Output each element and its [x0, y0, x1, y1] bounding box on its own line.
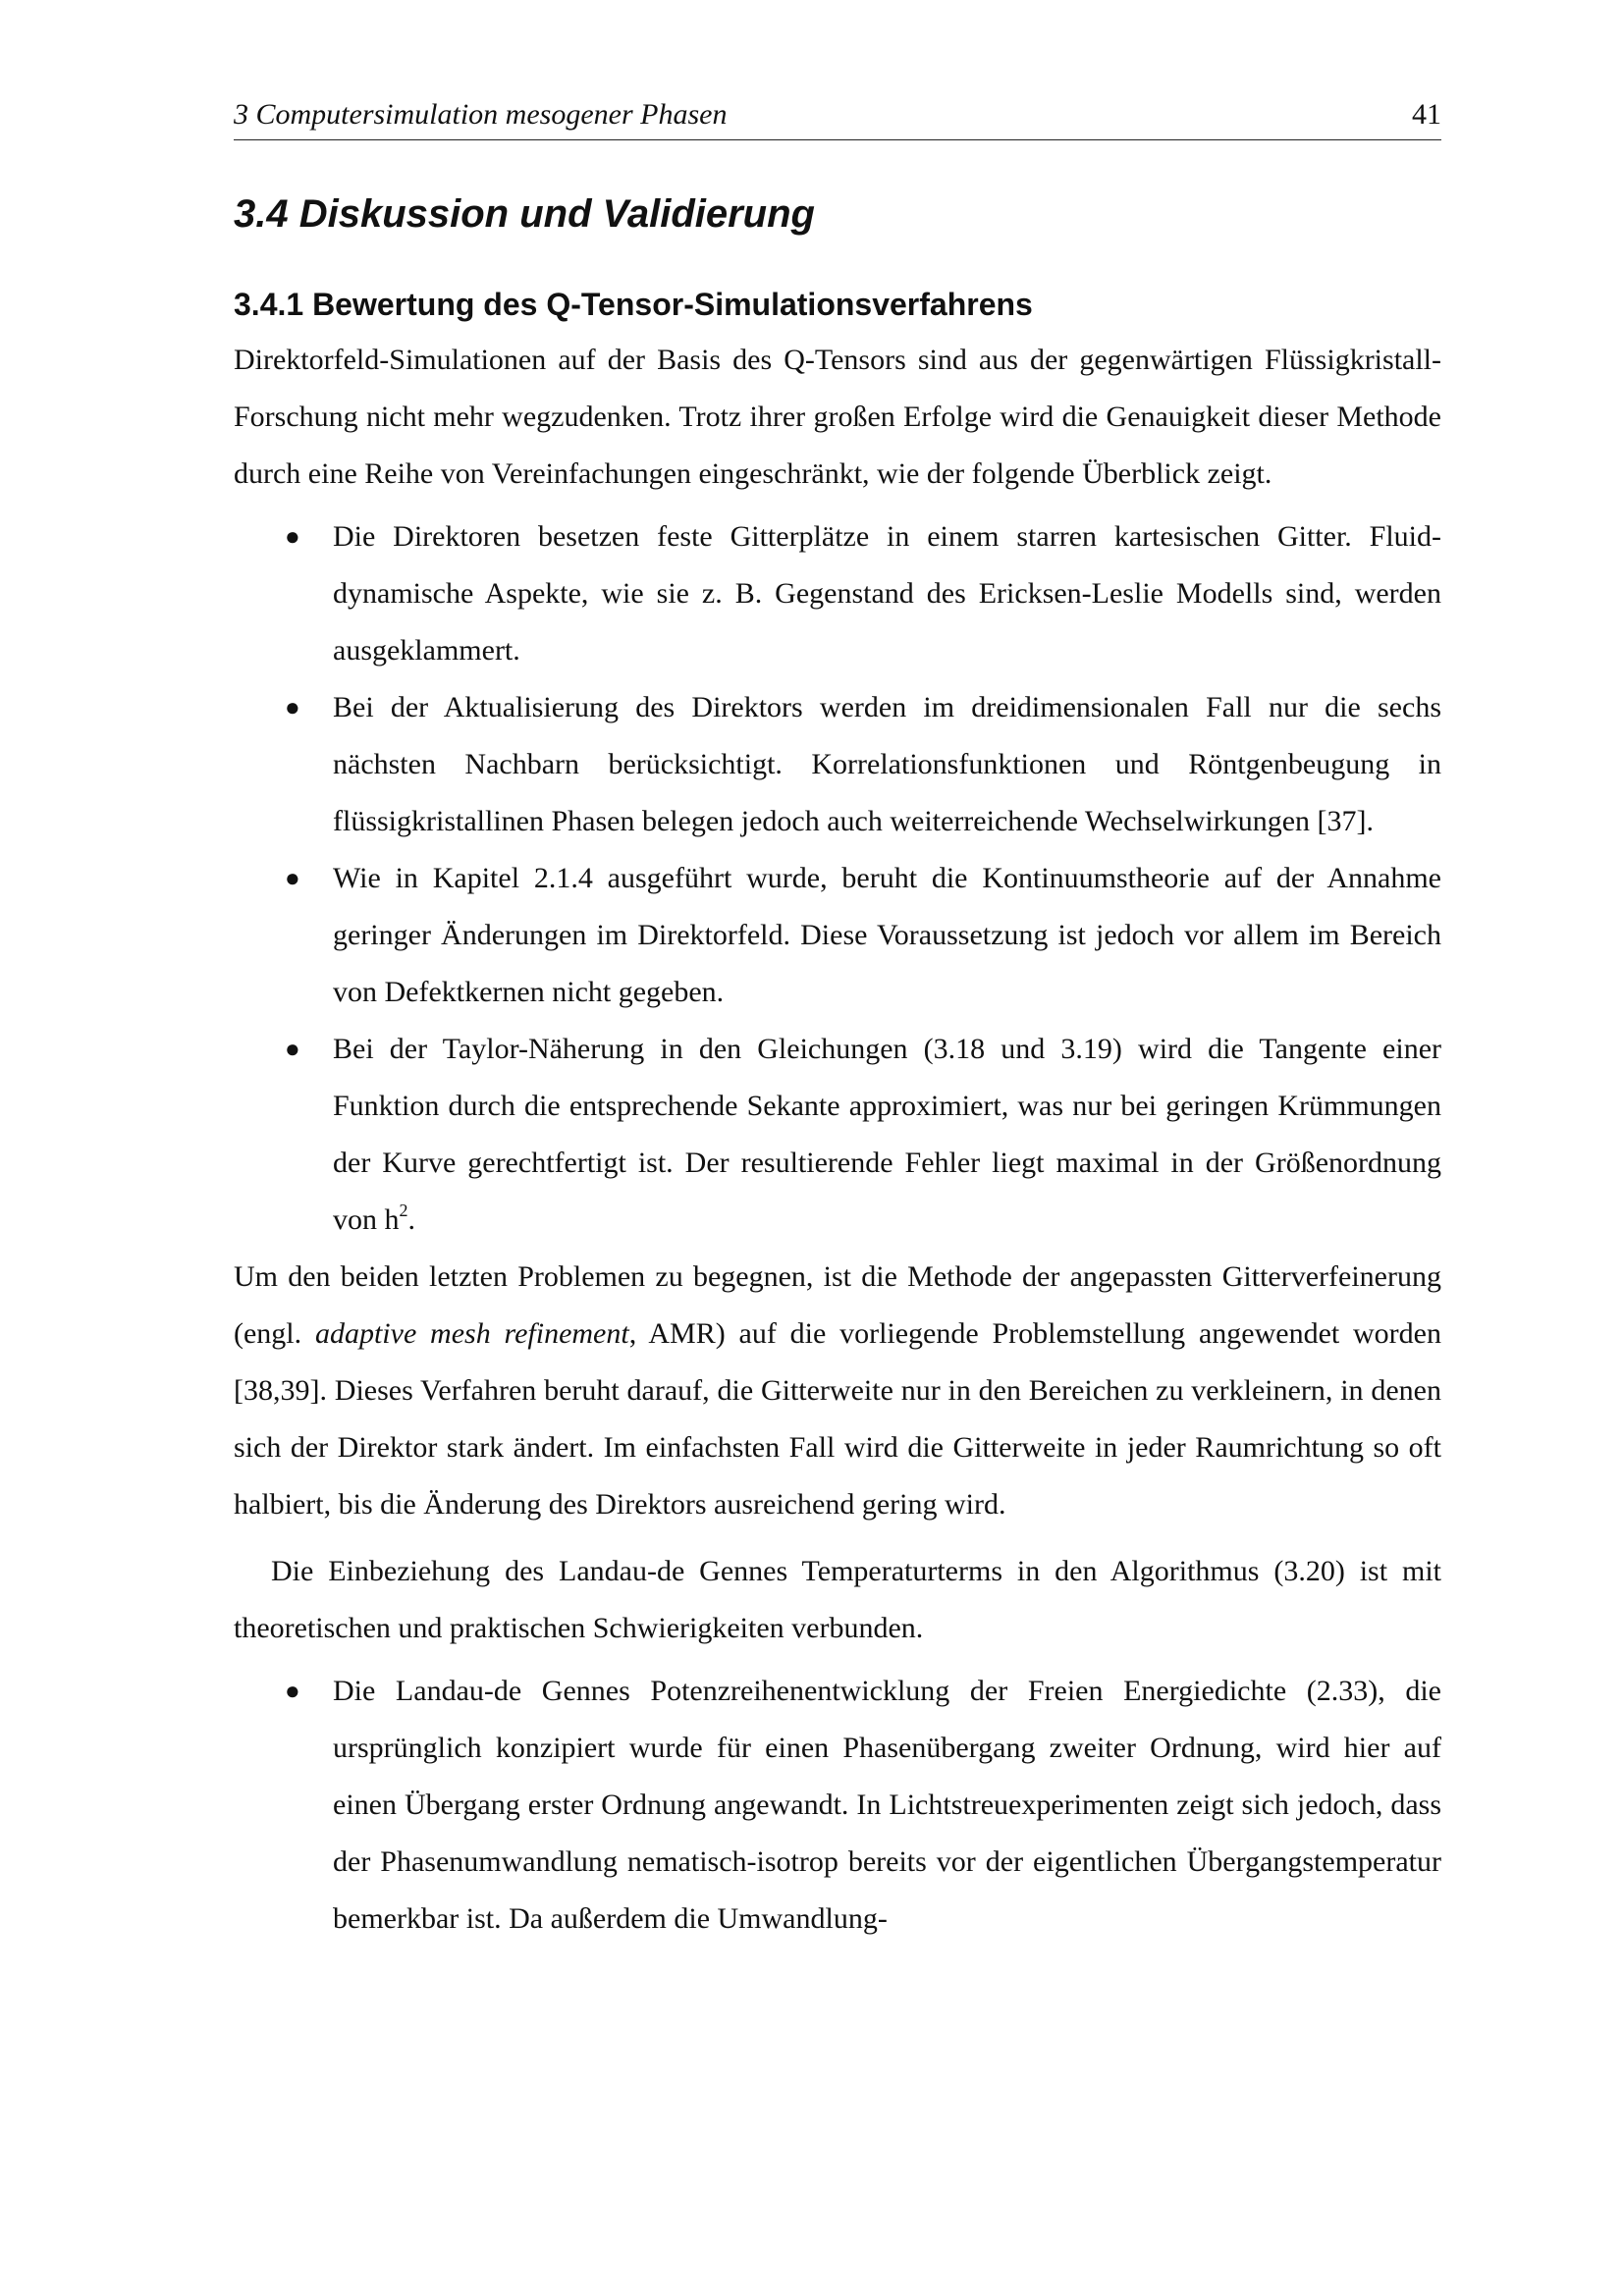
list-item: [234, 679, 1441, 850]
amr-text-after: , AMR) auf die vorliegende Problemstellung angewendet worden [38,39]. Dieses Verfahren beruht darauf, die Gitterweite nur in den Bereichen zu verkleinern, in denen sich der Direktor stark ändert. Im einfachsten Fall wird die Gitterweite in jeder Raumrichtung so oft halbiert, bis die Änderung des Direktors ausreichend gering wird.: [234, 1317, 1441, 1521]
bullet-icon: ●: [285, 693, 300, 721]
subsection-title: 3.4.1 Bewertung des Q-Tensor-Simulationsverfahrens: [234, 287, 1033, 322]
bullet-icon: ●: [285, 1677, 300, 1705]
amr-paragraph: [234, 1249, 1441, 1533]
list-item-text: [333, 1033, 1441, 1236]
taylor-end: .: [407, 1203, 415, 1236]
bullet-icon: ●: [285, 864, 300, 892]
landau-paragraph: Die Einbeziehung des Landau-de Gennes Temperaturterms in den Algorithmus (3.20) ist mit theoretischen und praktischen Schwierigkeiten verbunden.: [234, 1555, 1441, 1644]
list-item-text: Die Landau-de Gennes Potenzreihenentwicklung der Freien Energiedichte (2.33), die ursprünglich konzipiert wurde für einen Phasenübergang zweiter Ordnung, wird hier auf einen Übergang erster Ordnung angewandt. In Lichtstreuexperimenten zeigt sich jedoch, dass der Phasenumwandlung nematisch-isotrop bereits vor der eigentlichen Übergangstemperatur bemerkbar ist. Da außerdem die Umwandlung-: [333, 1675, 1441, 1935]
page-number: 41: [1412, 98, 1441, 131]
list-item: [234, 1021, 1441, 1249]
amr-text-before: Um den beiden letzten Problemen zu begegnen, ist die Methode der angepassten Gitterverfeinerung (engl.: [234, 1260, 1441, 1350]
superscript: 2: [399, 1201, 408, 1220]
list-item: [234, 1663, 1441, 1948]
amr-italic-term: adaptive mesh refinement: [314, 1317, 629, 1350]
list-item-text: Die Direktoren besetzen feste Gitterplätze in einem starren kartesischen Gitter. Fluid-dynamische Aspekte, wie sie z. B. Gegenstand des Ericksen-Leslie Modells sind, werden ausgeklammert.: [333, 520, 1441, 667]
bullet-icon: ●: [285, 1035, 300, 1063]
list-item-text: Bei der Aktualisierung des Direktors werden im dreidimensionalen Fall nur die sechs nächsten Nachbarn berücksichtigt. Korrelationsfunktionen und Röntgenbeugung in flüssigkristallinen Phasen belegen jedoch auch weiterreichende Wechselwirkungen [37].: [333, 691, 1441, 837]
list-item: [234, 850, 1441, 1021]
intro-paragraph: Direktorfeld-Simulationen auf der Basis des Q-Tensors sind aus der gegenwärtigen Flüssigkristall-Forschung nicht mehr wegzudenken. Trotz ihrer großen Erfolge wird die Genauigkeit dieser Methode durch eine Reihe von Vereinfachungen eingeschränkt, wie der folgende Überblick zeigt.: [234, 344, 1441, 490]
body-text: [234, 332, 1441, 1948]
landau-list: [234, 1663, 1441, 1948]
limitations-list: [234, 508, 1441, 1249]
bullet-icon: ●: [285, 522, 300, 551]
taylor-text: Bei der Taylor-Näherung in den Gleichungen (3.18 und 3.19) wird die Tangente einer Funktion durch die entsprechende Sekante approximiert, was nur bei geringen Krümmungen der Kurve gerechtfertigt ist. Der resultierende Fehler liegt maximal in der Größenordnung von h: [333, 1033, 1441, 1236]
section-title: 3.4 Diskussion und Validierung: [234, 192, 815, 236]
running-title: 3 Computersimulation mesogener Phasen: [234, 98, 728, 131]
running-header: [234, 96, 1441, 140]
list-item-text: Wie in Kapitel 2.1.4 ausgeführt wurde, beruht die Kontinuumstheorie auf der Annahme geringer Änderungen im Direktorfeld. Diese Voraussetzung ist jedoch vor allem im Bereich von Defektkernen nicht gegeben.: [333, 862, 1441, 1008]
list-item: [234, 508, 1441, 679]
